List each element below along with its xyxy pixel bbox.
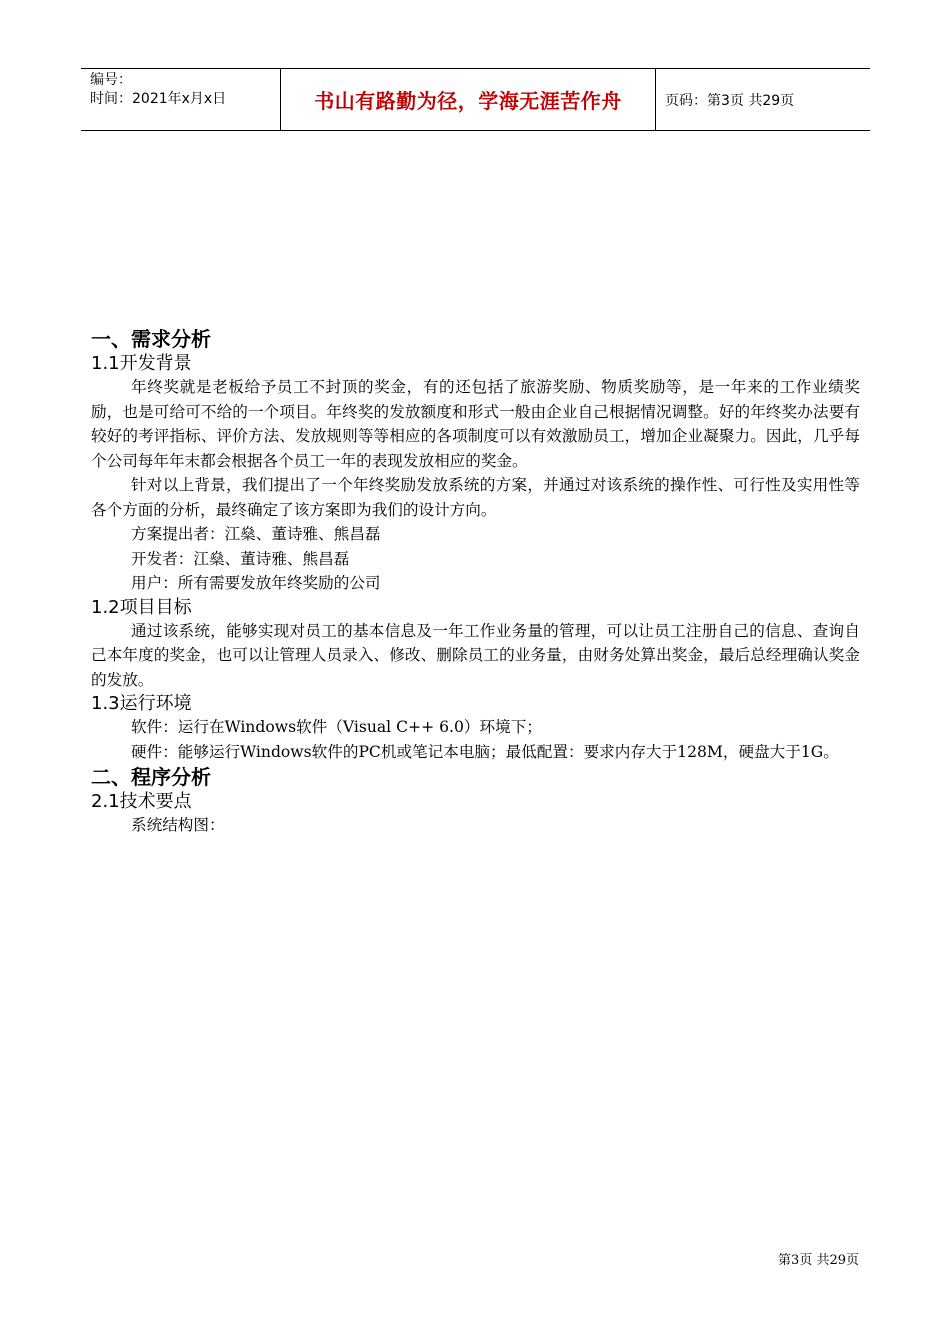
body-paragraph: 年终奖就是老板给予员工不封顶的奖金，有的还包括了旅游奖励、物质奖励等，是一年来的工作业绩奖励，也是可给可不给的一个项目。年终奖的发放额度和形式一般由企业自己根据情况调整。好的年终奖办法要有较好的考评指标、评价方法、发放规则等等相应的各项制度可以有效激励员工，增加企业凝聚力。因此，几乎每个公司每年年末都会根据各个员工一年的表现发放相应的奖金。 xyxy=(91,378,860,470)
section-heading: 二、程序分析 xyxy=(91,765,211,789)
subsection-heading: 1.2项目目标 xyxy=(91,596,192,618)
page-header xyxy=(81,68,870,131)
document-number-label: 编号： xyxy=(90,72,132,88)
body-paragraph: 方案提出者：江燊、董诗雅、熊昌磊 xyxy=(131,525,381,543)
body-paragraph: 针对以上背景，我们提出了一个年终奖励发放系统的方案，并通过对该系统的操作性、可行性及实用性等各个方面的分析，最终确定了该方案即为我们的设计方向。 xyxy=(91,476,860,519)
body-paragraph: 软件：运行在Windows软件（Visual C++ 6.0）环境下； xyxy=(131,718,542,736)
section-heading: 一、需求分析 xyxy=(91,327,211,351)
document-time-label: 时间：2021年x月x日 xyxy=(90,91,227,107)
header-meta-cell xyxy=(81,69,281,130)
subsection-heading: 2.1技术要点 xyxy=(91,791,192,812)
body-paragraph: 系统结构图： xyxy=(131,816,225,834)
body-paragraph: 硬件：能够运行Windows软件的PC机或笔记本电脑；最低配置：要求内存大于128M，硬盘大于1G。 xyxy=(131,742,839,761)
subsection-heading: 1.1开发背景 xyxy=(91,353,192,374)
subsection-heading: 1.3运行环境 xyxy=(91,693,192,714)
body-paragraph: 开发者：江燊、董诗雅、熊昌磊 xyxy=(131,549,350,568)
header-motto: 书山有路勤为径，学海无涯苦作舟 xyxy=(281,69,656,130)
body-paragraph: 通过该系统，能够实现对员工的基本信息及一年工作业务量的管理，可以让员工注册自己的信息、查询自己本年度的奖金，也可以让管理人员录入、修改、删除员工的业务量，由财务处算出奖金，最后总经理确认奖金的发放。 xyxy=(91,621,860,689)
header-page-number: 页码：第3页 共29页 xyxy=(665,92,795,109)
body-paragraph: 用户：所有需要发放年终奖励的公司 xyxy=(131,574,381,592)
page-footer-number: 第3页 共29页 xyxy=(778,1253,859,1268)
document-body xyxy=(91,326,860,838)
